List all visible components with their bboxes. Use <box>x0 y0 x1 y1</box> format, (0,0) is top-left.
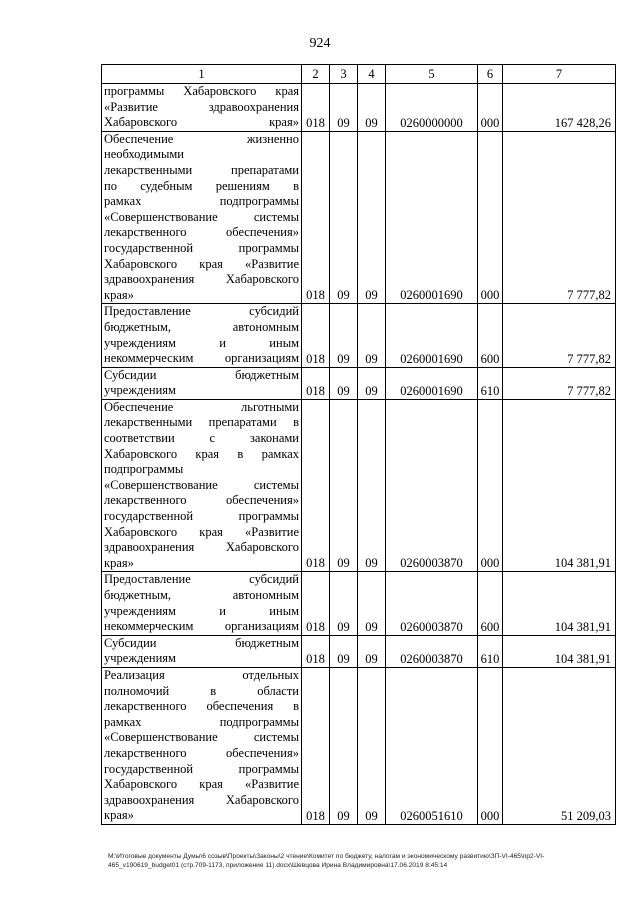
header-cell: 5 <box>386 65 478 84</box>
description-line: учреждениям <box>104 383 176 398</box>
target-article-code: 0260003870 <box>386 399 478 572</box>
description-line: учреждениям <box>104 651 176 666</box>
description-line: лекарственного обеспечения» <box>104 225 299 240</box>
subsection-code: 09 <box>358 84 386 132</box>
description-line: учреждениям и иным <box>104 335 299 350</box>
row-description <box>102 304 302 367</box>
description-line: Предоставление субсидий <box>104 572 299 587</box>
subsection-code: 09 <box>358 572 386 635</box>
target-article-code: 0260001690 <box>386 304 478 367</box>
grbs-code: 018 <box>302 84 330 132</box>
header-cell: 2 <box>302 65 330 84</box>
description-line: государственной программы <box>104 509 299 524</box>
row-description <box>102 572 302 635</box>
table-row <box>102 667 616 824</box>
description-line: рамках подпрограммы <box>104 714 299 729</box>
description-line: полномочий в области <box>104 683 299 698</box>
description-line: лекарственными препаратами в <box>104 415 299 430</box>
description-line: Субсидии бюджетным <box>104 635 299 650</box>
target-article-code: 0260001690 <box>386 367 478 399</box>
table-row <box>102 304 616 367</box>
description-line: необходимыми <box>104 147 184 162</box>
description-line: края» <box>104 808 134 823</box>
section-code: 09 <box>330 84 358 132</box>
description-line: по судебным решениям в <box>104 178 299 193</box>
section-code: 09 <box>330 399 358 572</box>
table-header-row <box>102 65 616 84</box>
description-line: некоммерческим организациям <box>104 619 299 634</box>
file-path-footer <box>108 852 613 870</box>
description-line: бюджетным, автономным <box>104 319 299 334</box>
amount: 7 777,82 <box>503 131 616 304</box>
description-line: края» <box>104 287 134 302</box>
description-line: Обеспечение жизненно <box>104 131 299 146</box>
expense-type-code: 600 <box>478 304 503 367</box>
subsection-code: 09 <box>358 367 386 399</box>
description-line: здравоохранения Хабаровского <box>104 540 299 555</box>
target-article-code: 0260003870 <box>386 572 478 635</box>
grbs-code: 018 <box>302 572 330 635</box>
table-row <box>102 84 616 132</box>
row-description <box>102 131 302 304</box>
section-code: 09 <box>330 131 358 304</box>
amount: 104 381,91 <box>503 399 616 572</box>
description-line: здравоохранения Хабаровского <box>104 792 299 807</box>
grbs-code: 018 <box>302 635 330 667</box>
description-line: Субсидии бюджетным <box>104 367 299 382</box>
subsection-code: 09 <box>358 304 386 367</box>
section-code: 09 <box>330 572 358 635</box>
description-line: Хабаровского края «Развитие <box>104 524 299 539</box>
section-code: 09 <box>330 667 358 824</box>
table-row <box>102 635 616 667</box>
description-line: Реализация отдельных <box>104 667 299 682</box>
page-number: 924 <box>309 36 331 51</box>
table-row <box>102 131 616 304</box>
subsection-code: 09 <box>358 667 386 824</box>
description-line: учреждениям и иным <box>104 603 299 618</box>
expense-type-code: 600 <box>478 572 503 635</box>
footer-line: М:\Итоговые документы Думы\6 созыв\Проекты\Законы\2 чтение\Комитет по бюджету, налогам и экономическому развитию\ЗП-VI-465\пр2-VI- <box>108 853 545 860</box>
description-line: Хабаровского края» <box>104 115 299 130</box>
target-article-code: 0260001690 <box>386 131 478 304</box>
subsection-code: 09 <box>358 635 386 667</box>
description-line: лекарственного обеспечения в <box>104 699 299 714</box>
header-cell: 6 <box>478 65 503 84</box>
grbs-code: 018 <box>302 367 330 399</box>
amount: 51 209,03 <box>503 667 616 824</box>
amount: 7 777,82 <box>503 367 616 399</box>
amount: 104 381,91 <box>503 635 616 667</box>
description-line: Обеспечение льготными <box>104 399 299 414</box>
description-line: рамках подпрограммы <box>104 194 299 209</box>
grbs-code: 018 <box>302 399 330 572</box>
grbs-code: 018 <box>302 304 330 367</box>
target-article-code: 0260003870 <box>386 635 478 667</box>
row-description <box>102 84 302 132</box>
expense-type-code: 000 <box>478 399 503 572</box>
description-line: подпрограммы <box>104 462 184 477</box>
description-line: государственной программы <box>104 761 299 776</box>
expense-type-code: 000 <box>478 131 503 304</box>
amount: 104 381,91 <box>503 572 616 635</box>
description-line: лекарственными препаратами <box>104 162 299 177</box>
description-line: «Совершенствование системы <box>104 477 299 492</box>
description-line: Хабаровского края «Развитие <box>104 256 299 271</box>
subsection-code: 09 <box>358 131 386 304</box>
grbs-code: 018 <box>302 667 330 824</box>
grbs-code: 018 <box>302 131 330 304</box>
footer-line: 465_v190619_budget01 (стр.709-1173, приложение 11).docx\Шевцова Ирина Владимировна\17.06.2019 8:45:14 <box>108 862 448 869</box>
header-cell: 4 <box>358 65 386 84</box>
description-line: Предоставление субсидий <box>104 304 299 319</box>
row-description <box>102 399 302 572</box>
amount: 167 428,26 <box>503 84 616 132</box>
description-line: «Совершенствование системы <box>104 730 299 745</box>
target-article-code: 0260051610 <box>386 667 478 824</box>
description-line: программы Хабаровского края <box>104 84 299 98</box>
row-description <box>102 367 302 399</box>
section-code: 09 <box>330 304 358 367</box>
description-line: здравоохранения Хабаровского <box>104 272 299 287</box>
description-line: «Совершенствование системы <box>104 209 299 224</box>
description-line: соответствии с законами <box>104 431 299 446</box>
expense-type-code: 000 <box>478 667 503 824</box>
expense-type-code: 610 <box>478 635 503 667</box>
description-line: лекарственного обеспечения» <box>104 745 299 760</box>
section-code: 09 <box>330 635 358 667</box>
expense-type-code: 000 <box>478 84 503 132</box>
amount: 7 777,82 <box>503 304 616 367</box>
description-line: лекарственного обеспечения» <box>104 493 299 508</box>
description-line: бюджетным, автономным <box>104 588 299 602</box>
table-row <box>102 572 616 635</box>
description-line: края» <box>104 555 134 570</box>
expense-type-code: 610 <box>478 367 503 399</box>
header-cell: 7 <box>503 65 616 84</box>
description-line: Хабаровского края «Развитие <box>104 777 299 792</box>
target-article-code: 0260000000 <box>386 84 478 132</box>
description-line: некоммерческим организациям <box>104 351 299 366</box>
subsection-code: 09 <box>358 399 386 572</box>
header-cell: 1 <box>102 65 302 84</box>
header-cell: 3 <box>330 65 358 84</box>
section-code: 09 <box>330 367 358 399</box>
row-description <box>102 667 302 824</box>
description-line: государственной программы <box>104 240 299 255</box>
description-line: «Развитие здравоохранения <box>104 99 299 114</box>
row-description <box>102 635 302 667</box>
description-line: Хабаровского края в рамках <box>104 446 299 461</box>
budget-table <box>101 64 616 825</box>
table-row <box>102 367 616 399</box>
table-row <box>102 399 616 572</box>
